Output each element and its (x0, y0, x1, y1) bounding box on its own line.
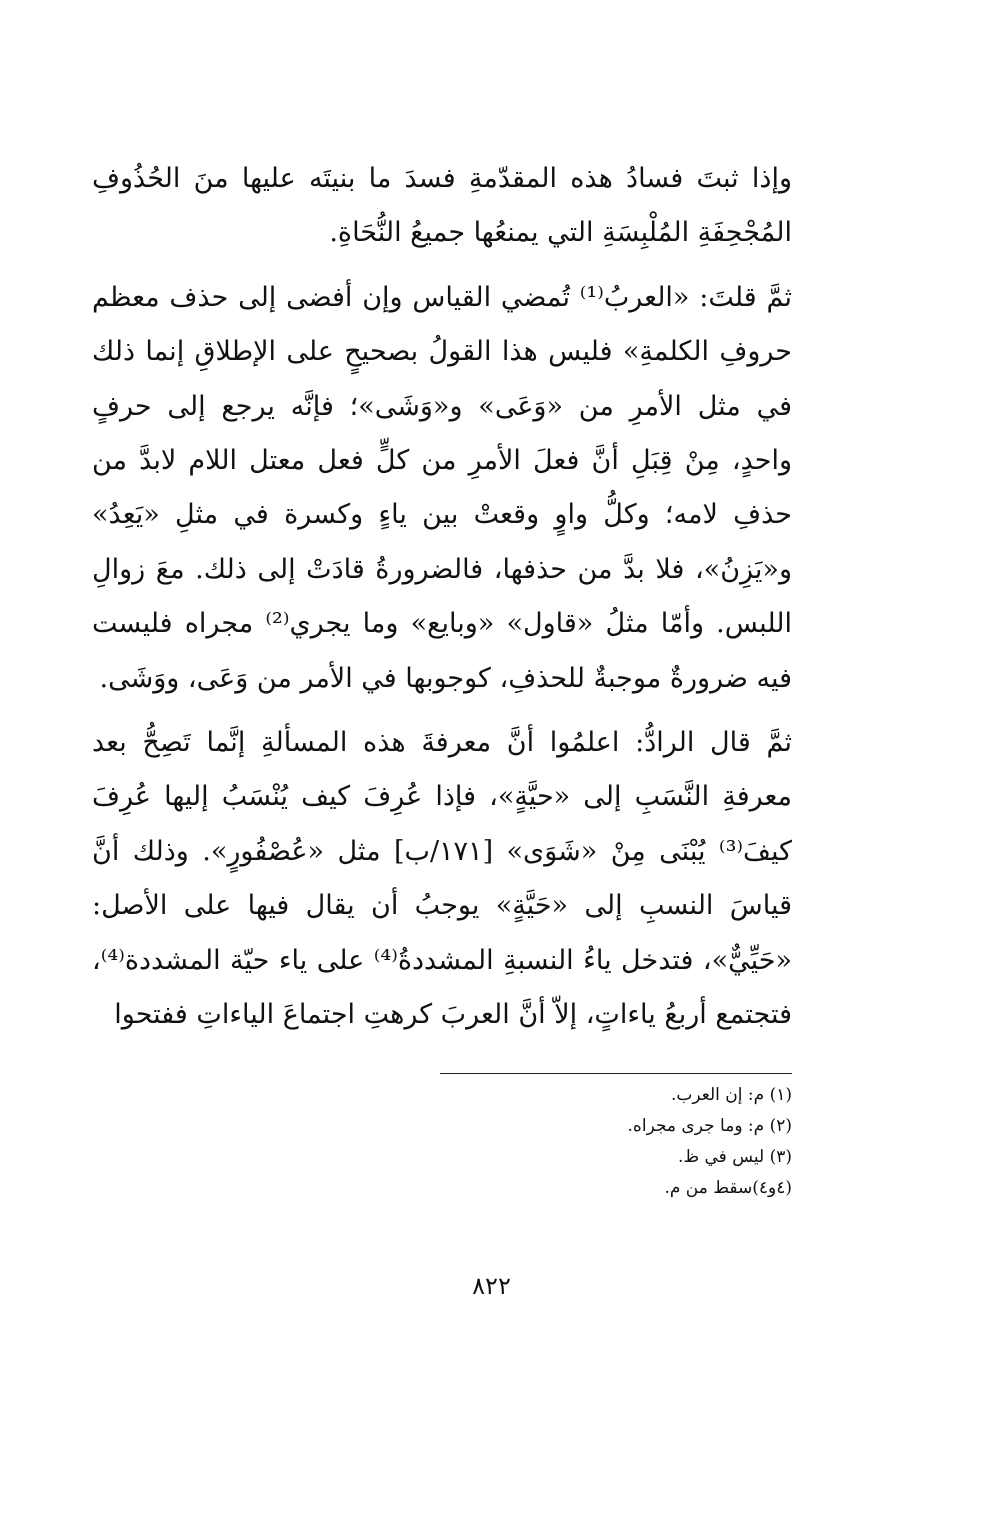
paragraph-1: وإذا ثبتَ فسادُ هذه المقدّمةِ فسدَ ما بنيتَه عليها منَ الحُذُوفِ المُجْحِفَةِ المُلْبِسَةِ التي يمنعُها جميعُ النُّحَاةِ. (92, 163, 792, 249)
main-text (92, 152, 792, 1053)
footnote-3: (٣) ليس في ظ. (677, 1147, 792, 1167)
footnote-4: (٤و٤)سقط من م. (664, 1178, 792, 1198)
footnote-2: (٢) م: وما جرى مجراه. (627, 1116, 792, 1136)
paragraph-2: ثمَّ قلتَ: «العربُ⁽¹⁾ تُمضي القياس وإن أفضى إلى حذف معظم حروفِ الكلمةِ» فليس هذا القولُ بصحيحٍ على الإطلاقِ إنما ذلك في مثل الأمرِ من «وَعَى» و«وَشَى»؛ فإنَّه يرجع إلى حرفٍ واحدٍ، مِنْ قِبَلِ أنَّ فعلَ الأمرِ من كلٍّ فعل معتل اللام لابدَّ من حذفِ لامه؛ وكلُّ واوٍ وقعتْ بين ياءٍ وكسرة في مثلِ «يَعِدُ» و«يَزِنُ»، فلا بدَّ من حذفها، فالضرورةُ قادَتْ إلى ذلك. معَ زوالِ اللبس. وأمّا مثلُ «قاول» «وبايع» وما يجري⁽²⁾ مجراه فليست فيه ضرورةٌ موجبةٌ للحذفِ، كوجوبها في الأمر من وَعَى، ووَشَى. (92, 281, 792, 694)
footnote-divider (440, 1073, 792, 1074)
footnotes (440, 1080, 792, 1204)
paragraph-3: ثمَّ قال الرادُّ: اعلمُوا أنَّ معرفةَ هذه المسألةِ إنَّما تَصِحُّ بعد معرفةِ النَّسَبِ إلى «حيَّةٍ»، فإذا عُرِفَ كيف يُنْسَبُ إليها عُرِفَ كيفَ⁽³⁾ يُبْنَى مِنْ «شَوَى» [١٧١/ب] مثل «عُصْفُورٍ». وذلك أنَّ قياسَ النسبِ إلى «حَيَّةٍ» يوجبُ أن يقال فيها على الأصل: «حَيِّيٌّ»، فتدخل ياءُ النسبةِ المشددةُ⁽⁴⁾ على ياء حيّة المشددة⁽⁴⁾، فتجتمع أربعُ ياءاتٍ، إلاّ أنَّ العربَ كرهتِ اجتماعَ الياءاتِ ففتحوا (92, 727, 792, 1031)
page-number: ٨٢٢ (472, 1272, 511, 1300)
footnote-1: (١) م: إن العرب. (671, 1085, 792, 1105)
